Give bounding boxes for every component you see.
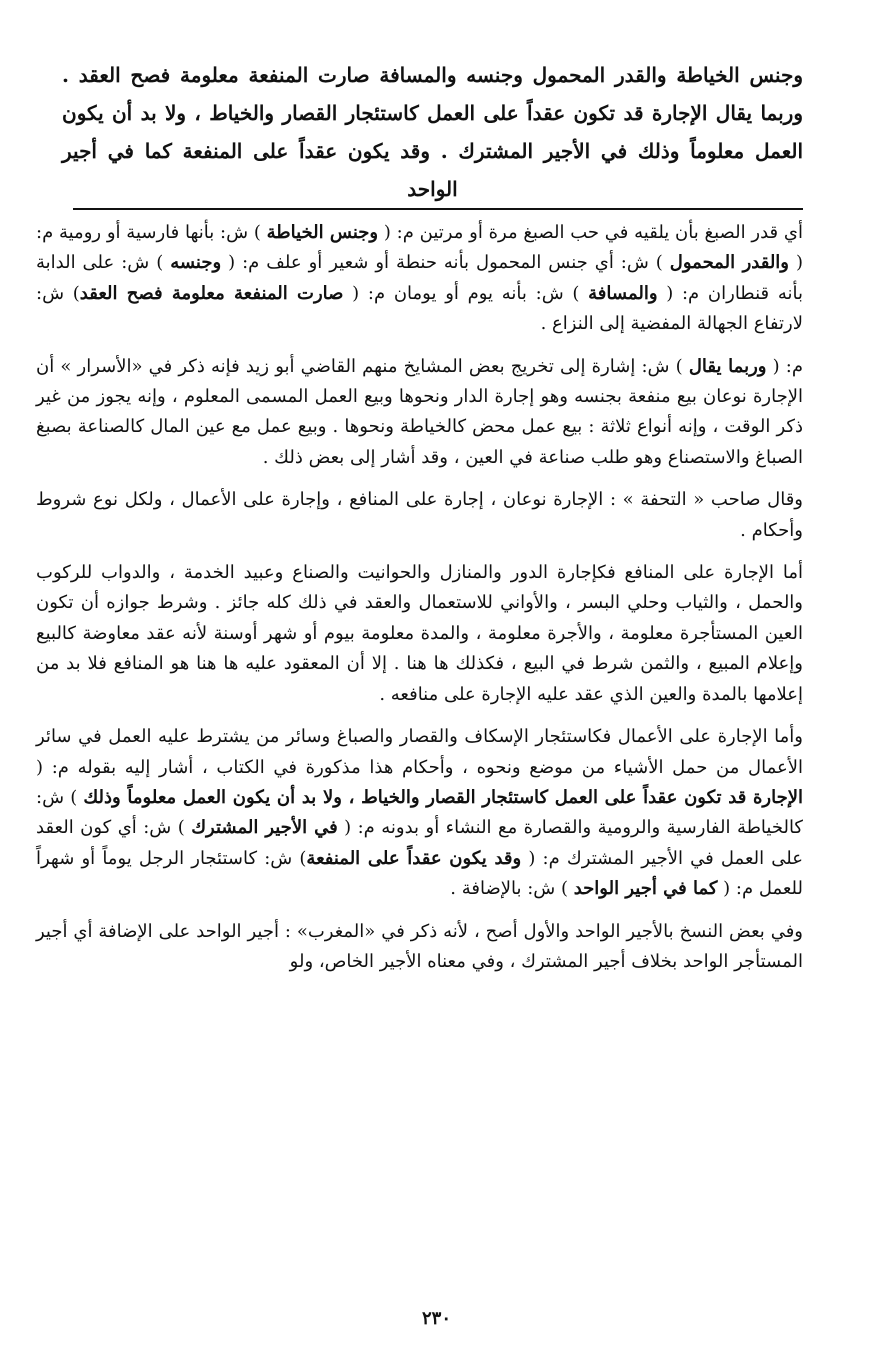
sharh-paragraph-2	[36, 352, 803, 474]
matn-quote: الإجارة قد تكون عقداً على العمل كاستئجار القصار والخياط ، ولا بد أن يكون العمل معلوماً وذلك	[83, 786, 803, 808]
page-number: ٢٣٠	[421, 1308, 451, 1329]
text-span: ) ش: كاستئجار الرجل يوماً أو شهراً للعمل م: (	[36, 847, 803, 900]
text-span: ) ش: على الدابة بأنه قنطاران م: (	[36, 252, 803, 304]
matn-text-block	[62, 56, 803, 208]
text-span: م: (	[766, 355, 803, 377]
matn-quote: والمسافة	[588, 282, 658, 304]
text-span: ) ش: لارتفاع الجهالة المفضية إلى النزاع .	[36, 282, 803, 335]
text-span: ) ش: بأنها فارسية أو رومية م: (	[36, 222, 803, 274]
text-span: ) ش: إشارة إلى تخريج بعض المشايخ منهم القاضي أبو زيد فإنه ذكر في «الأسرار » أن الإجارة نوعان بيع منفعة بجنسه وهو إجارة الدار ونحوها وبيع العمل المسمى المعلوم ، وإنه يجوز من غير ذكر الوقت ، وإنه أنواع ثلاثة : بيع عمل محض كالخياطة ونحوها . وبيع عمل مع عين المال كالصناعة بصبغ الصباغ والاستصناع وهو طلب صناعة في العين ، وقد أشار إلى بعض ذلك .	[36, 355, 803, 468]
matn-quote: والقدر المحمول	[669, 252, 790, 274]
separator-rule	[73, 208, 803, 210]
matn-quote: وجنس الخياطة	[266, 222, 379, 243]
sharh-paragraph-4: أما الإجارة على المنافع فكإجارة الدور والمنازل والحوانيت والصناع وعبيد الخدمة ، والدواب للركوب والحمل ، والثياب وحلي البسر ، والأواني للاستعمال والعقد في ذلك كله جائز . وشرط جوازه أن تكون العين المستأجرة معلومة ، والأجرة معلومة ، والمدة معلومة بيوم أو شهر أوسنة لأنه عقد معاوضة كالبيع وإعلام المبيع ، والثمن شرط في البيع ، فكذلك ها هنا . إلا أن المعقود عليه ها هنا هو المنافع فلا بد من إعلامها بالمدة والعين الذي عقد عليه الإجارة على منافعه .	[36, 562, 803, 705]
matn-quote: كما في أجير الواحد	[573, 878, 718, 900]
sharh-commentary	[36, 218, 803, 989]
matn-quote: صارت المنفعة معلومة فصح العقد	[79, 282, 344, 304]
text-span: ) ش: أي كون العقد على العمل في الأجير المشترك م: (	[36, 817, 803, 869]
sharh-paragraph-3: وقال صاحب « التحفة » : الإجارة نوعان ، إجارة على المنافع ، وإجارة على الأعمال ، ولكل نوع شروط وأحكام .	[36, 489, 803, 541]
sharh-paragraph-5	[36, 722, 803, 904]
matn-quote: وربما يقال	[688, 355, 767, 377]
matn-quote: في الأجير المشترك	[191, 817, 338, 839]
text-span: ) ش: كالخياطة الفارسية والرومية والقصارة مع النشاء أو بدونه م: (	[36, 786, 804, 839]
sharh-paragraph-1	[36, 218, 803, 340]
text-span: ) ش: بأنه يوم أو يومان م: (	[343, 282, 589, 304]
sharh-paragraph-6: وفي بعض النسخ بالأجير الواحد والأول أصح ، لأنه ذكر في «المغرب» : أجير الواحد على الإضافة أي أجير المستأجر الواحد بخلاف أجير المشترك ، وفي معناه الأجير الخاص، ولو	[36, 920, 803, 972]
matn-paragraph: وجنس الخياطة والقدر المحمول وجنسه والمسافة صارت المنفعة معلومة فصح العقد . وربما يقال الإجارة قد تكون عقداً على العمل كاستئجار القصار والخياط ، ولا بد أن يكون العمل معلوماً وذلك في الأجير المشترك . وقد يكون عقداً على المنفعة كما في أجير الواحد	[62, 63, 803, 201]
text-span: وأما الإجارة على الأعمال فكاستئجار الإسكاف والقصار والصباغ وسائر من يشترط عليه العمل في سائر الأعمال من حمل الأشياء من موضع ونحوه ، وأحكام هذا مذكورة في الكتاب ، أشار إليه بقوله م: (	[36, 726, 803, 778]
matn-quote: وقد يكون عقداً على المنفعة	[306, 847, 522, 869]
matn-quote: وجنسه	[170, 252, 222, 274]
text-span: ) ش: بالإضافة .	[450, 878, 574, 900]
text-span: ) ش: أي جنس المحمول بأنه حنطة أو شعير أو علف م: (	[221, 252, 670, 274]
text-span: أي قدر الصبغ بأن يلقيه في حب الصبغ مرة أو مرتين م: (	[378, 222, 803, 243]
